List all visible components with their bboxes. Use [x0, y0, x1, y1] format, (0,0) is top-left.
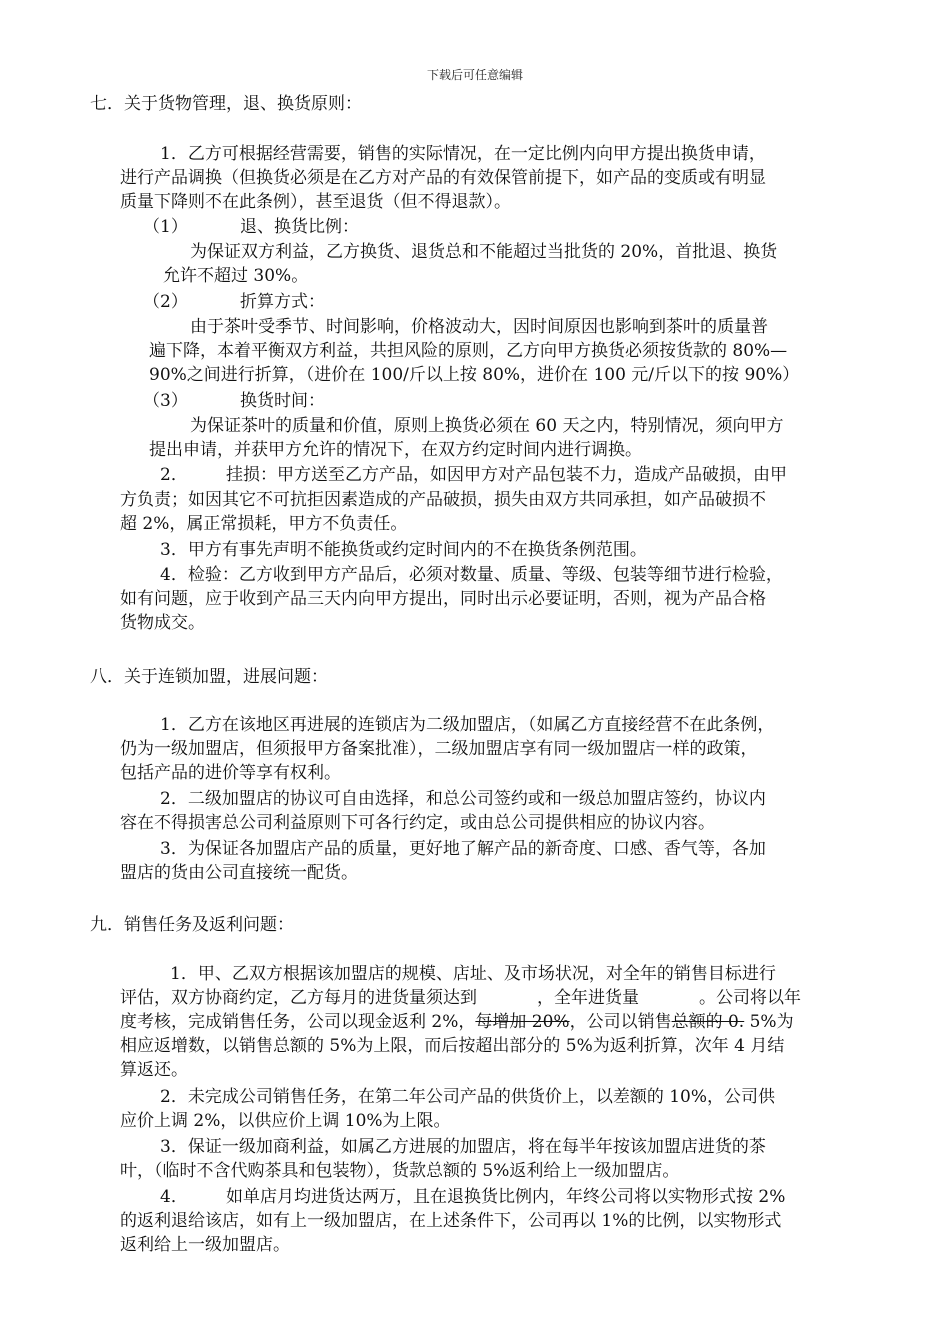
paragraph-line: 由于茶叶受季节、时间影响，价格波动大，因时间原因也影响到茶叶的质量普 — [190, 317, 768, 337]
struck-text: 总额的 0. — [671, 1012, 745, 1032]
paragraph-line: 1．甲、乙双方根据该加盟店的规模、店址、及市场状况，对全年的销售目标进行 — [170, 964, 776, 984]
paragraph-line: 质量下降则不在此条例），甚至退货（但不得退款）。 — [120, 192, 511, 212]
paragraph-number: 2． — [160, 465, 188, 485]
paragraph-number: 4． — [160, 1187, 188, 1207]
page-header: 下载后可任意编辑 — [426, 68, 523, 82]
paragraph-line: 的返利退给该店，如有上一级加盟店，在上述条件下，公司再以 1%的比例，以实物形式 — [120, 1211, 782, 1231]
paragraph-line — [120, 986, 801, 1010]
paragraph-line: 遍下降，本着平衡双方利益，共担风险的原则，乙方向甲方换货必须按货款的 80%— — [149, 341, 788, 361]
item-number: （1） — [143, 217, 188, 237]
paragraph-line: 叶，（临时不含代购茶具和包装物），货款总额的 5%返利给上一级加盟店。 — [120, 1161, 680, 1181]
paragraph-line: 2．二级加盟店的协议可自由选择，和总公司签约或和一级总加盟店签约，协议内 — [160, 789, 766, 809]
paragraph-line: 货物成交。 — [120, 613, 205, 633]
paragraph-line: 方负责；如因其它不可抗拒因素造成的产品破损，损失由双方共同承担，如产品破损不 — [120, 490, 766, 510]
paragraph-line: 1．乙方在该地区再进展的连锁店为二级加盟店，（如属乙方直接经营不在此条例， — [160, 715, 775, 735]
text-segment: ，全年进货量 — [537, 988, 639, 1008]
paragraph-line: 如单店月均进货达两万，且在退换货比例内，年终公司将以实物形式按 2% — [226, 1187, 786, 1207]
paragraph-line: 如有问题，应于收到产品三天内向甲方提出，同时出示必要证明，否则，视为产品合格 — [120, 589, 766, 609]
paragraph-line: 超 2%，属正常损耗，甲方不负责任。 — [120, 514, 408, 534]
paragraph-line: 仍为一级加盟店，但须报甲方备案批准），二级加盟店享有同一级加盟店一样的政策， — [120, 739, 758, 759]
section-8-title: 八．关于连锁加盟，进展问题： — [90, 667, 328, 687]
item-label: 退、换货比例： — [240, 217, 359, 237]
paragraph-line: 1．乙方可根据经营需要，销售的实际情况，在一定比例内向甲方提出换货申请， — [160, 144, 766, 164]
paragraph-line: 为保证双方利益，乙方换货、退货总和不能超过当批货的 20%，首批退、换货 — [190, 242, 778, 262]
paragraph-line: 3．保证一级加商利益，如属乙方进展的加盟店，将在每半年按该加盟店进货的茶 — [160, 1137, 766, 1157]
paragraph-line: 盟店的货由公司直接统一配货。 — [120, 863, 358, 883]
struck-text: 每增加 20% — [475, 1012, 570, 1032]
text-segment: 度考核，完成销售任务，公司以现金返利 2%， — [120, 1012, 476, 1032]
paragraph-line: 包括产品的进价等享有权利。 — [120, 763, 341, 783]
paragraph-line: 3．为保证各加盟店产品的质量，更好地了解产品的新奇度、口感、香气等，各加 — [160, 839, 766, 859]
item-number: （3） — [143, 391, 188, 411]
paragraph-line: 2．未完成公司销售任务，在第二年公司产品的供货价上，以差额的 10%，公司供 — [160, 1087, 776, 1107]
item-label: 折算方式： — [240, 292, 325, 312]
paragraph-line: 应价上调 2%，以供应价上调 10%为上限。 — [120, 1111, 451, 1131]
paragraph-line: 容在不得损害总公司利益原则下可各行约定，或由总公司提供相应的协议内容。 — [120, 813, 715, 833]
section-7-title: 七．关于货物管理，退、换货原则： — [90, 94, 362, 114]
text-segment: 5%为 — [744, 1012, 794, 1032]
paragraph-line: 为保证茶叶的质量和价值，原则上换货必须在 60 天之内，特别情况，须向甲方 — [190, 416, 784, 436]
section-9-title: 九．销售任务及返利问题： — [90, 915, 294, 935]
paragraph-line — [120, 1010, 794, 1034]
paragraph-line: 提出申请，并获甲方允许的情况下，在双方约定时间内进行调换。 — [149, 440, 642, 460]
paragraph-line: 4．检验：乙方收到甲方产品后，必须对数量、质量、等级、包装等细节进行检验， — [160, 565, 783, 585]
text-segment: 评估，双方协商约定，乙方每月的进货量须达到 — [120, 988, 477, 1008]
item-label: 换货时间： — [240, 391, 325, 411]
text-segment: ，公司以销售 — [569, 1012, 672, 1032]
paragraph-line: 相应返增数，以销售总额的 5%为上限，而后按超出部分的 5%为返利折算，次年 4 月结 — [120, 1036, 785, 1056]
paragraph-line: 90%之间进行折算，（进价在 100/斤以上按 80%，进价在 100 元/斤以下的按 90%） — [149, 365, 800, 385]
paragraph-line: 3．甲方有事先声明不能换货或约定时间内的不在换货条例范围。 — [160, 540, 647, 560]
item-number: （2） — [143, 292, 188, 312]
paragraph-line: 返利给上一级加盟店。 — [120, 1235, 290, 1255]
paragraph-line: 进行产品调换（但换货必须是在乙方对产品的有效保管前提下，如产品的变质或有明显 — [120, 168, 766, 188]
text-segment: 。公司将以年 — [699, 988, 801, 1008]
paragraph-line: 算返还。 — [120, 1060, 188, 1080]
paragraph-line: 允许不超过 30%。 — [163, 266, 309, 286]
paragraph-line: 挂损：甲方送至乙方产品，如因甲方对产品包装不力，造成产品破损，由甲 — [226, 465, 787, 485]
